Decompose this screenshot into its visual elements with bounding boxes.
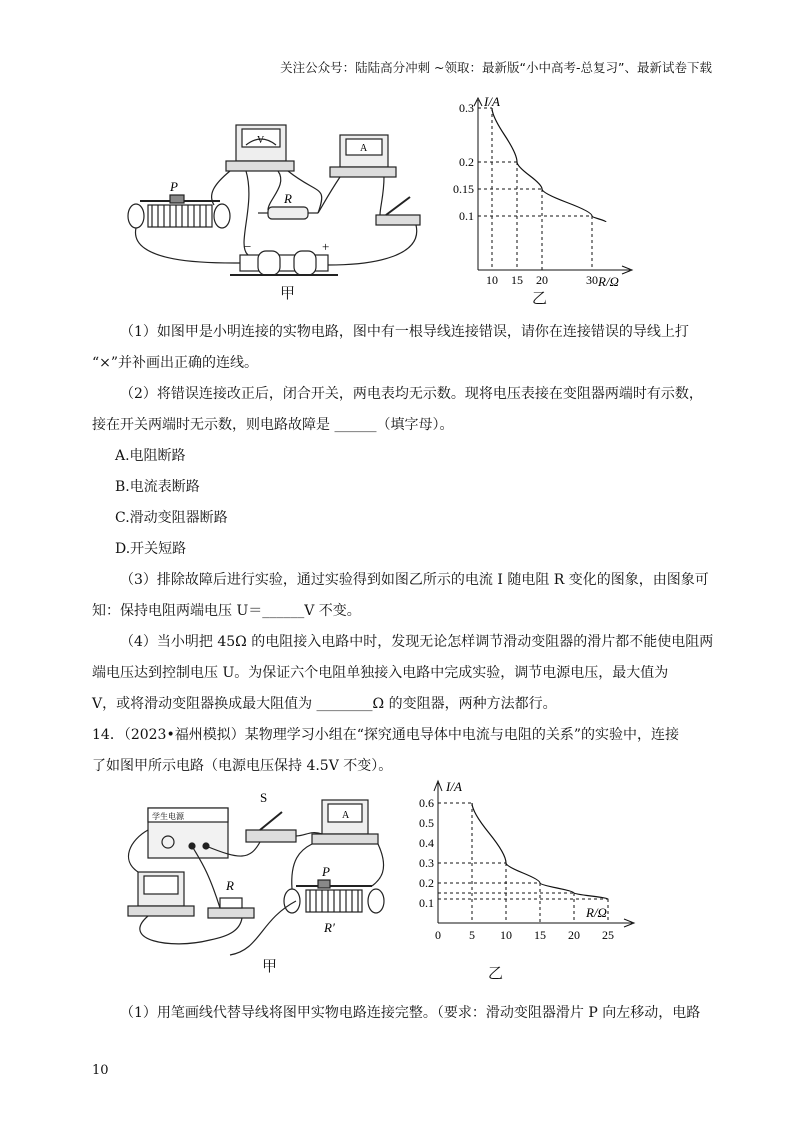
circuit-diagram-2 xyxy=(110,790,410,960)
chart2-y-tick: 0.1 xyxy=(419,896,434,910)
q13-option-b: B.电流表断路 xyxy=(115,479,200,495)
label-plus: + xyxy=(322,239,330,254)
q13-line-3: （2）将错误连接改正后，闭合开关，两电表均无示数。现将电压表接在变阻器两端时有示数， xyxy=(120,386,703,402)
q13-line-5: （3）排除故障后进行实验，通过实验得到如图乙所示的电流 I 随电阻 R 变化的图象，由图象可 xyxy=(120,572,709,588)
page-number: 10 xyxy=(92,1063,109,1078)
chart2-y-tick: 0.5 xyxy=(419,816,434,830)
q13-line-6: 知：保持电阻两端电压 U＝______V 不变。 xyxy=(92,603,361,619)
chart2-y-tick: 0.4 xyxy=(419,836,434,850)
chart2-x-tick: 15 xyxy=(534,928,546,942)
fig1-caption-right: 乙 xyxy=(532,289,548,307)
page-header: 关注公众号：陆陆高分冲刺 ~领取：最新版“小中高考-总复习”、最新试卷下载 xyxy=(280,60,712,75)
q13-line-4: 接在开关两端时无示数，则电路故障是 ______（填字母）。 xyxy=(92,417,454,433)
chart2-x-tick: 20 xyxy=(568,928,580,942)
chart2-x-tick: 0 xyxy=(435,928,441,942)
q14-line-3: （1）用笔画线代替导线将图甲实物电路连接完整。（要求：滑动变阻器滑片 P 向左移动，电路 xyxy=(120,1005,701,1021)
label-S: S xyxy=(260,790,268,805)
chart1-y-tick: 0.2 xyxy=(459,155,474,169)
chart2-x-tick: 10 xyxy=(500,928,512,942)
chart2-ylabel: I/A xyxy=(446,779,462,794)
label-P2: P xyxy=(322,864,330,879)
chart2-y-tick: 0.3 xyxy=(419,856,434,870)
q13-option-d: D.开关短路 xyxy=(115,541,187,557)
fig2-caption-right: 乙 xyxy=(488,964,504,982)
label-R: R xyxy=(284,191,292,206)
label-Rprime: R′ xyxy=(324,920,335,935)
q13-line-9: V，或将滑动变阻器换成最大阻值为 ________Ω 的变阻器，两种方法都行。 xyxy=(92,696,557,712)
label-P: P xyxy=(170,179,178,194)
chart1-x-tick: 30 xyxy=(586,273,598,287)
chart1-x-tick: 10 xyxy=(486,273,498,287)
chart1-ylabel: I/A xyxy=(484,94,500,109)
q13-line-8: 端电压达到控制电压 U。为保证六个电阻单独接入电路中完成实验，调节电源电压，最大值为 xyxy=(92,665,669,681)
q13-option-a: A.电阻断路 xyxy=(115,448,186,464)
label-V: V xyxy=(257,135,265,146)
chart1-x-tick: 20 xyxy=(536,273,548,287)
chart2-x-tick: 25 xyxy=(602,928,614,942)
q13-line-1: （1）如图甲是小明连接的实物电路，图中有一根导线连接错误，请你在连接错误的导线上打 xyxy=(120,324,689,340)
q13-option-c: C.滑动变阻器断路 xyxy=(115,510,228,526)
q13-line-7: （4）当小明把 45Ω 的电阻接入电路中时，发现无论怎样调节滑动变阻器的滑片都不能使电阻两 xyxy=(120,634,714,650)
chart2-xlabel: R/Ω xyxy=(586,905,607,920)
chart1-xlabel: R/Ω xyxy=(598,274,619,289)
label-supply: 学生电源 xyxy=(152,812,184,821)
chart-2 xyxy=(410,775,640,955)
label-minus: − xyxy=(244,239,252,254)
chart1-curve xyxy=(492,108,606,222)
chart1-y-tick: 0.15 xyxy=(453,182,474,196)
chart1-x-tick: 15 xyxy=(511,273,523,287)
circuit-diagram-1 xyxy=(118,115,438,285)
chart-1 xyxy=(440,90,640,290)
chart1-y-tick: 0.3 xyxy=(459,101,474,115)
chart2-y-tick: 0.6 xyxy=(419,796,434,810)
fig2-caption-left: 甲 xyxy=(262,957,278,975)
q13-line-2: “×”并补画出正确的连线。 xyxy=(92,355,259,371)
label-A2: A xyxy=(342,810,350,821)
fig1-caption-left: 甲 xyxy=(280,284,296,302)
chart1-y-tick: 0.1 xyxy=(459,209,474,223)
label-A: A xyxy=(360,143,368,154)
chart2-y-tick: 0.2 xyxy=(419,876,434,890)
q14-line-1: 14．（2023•福州模拟）某物理学习小组在“探究通电导体中电流与电阻的关系”的实验中，连接 xyxy=(92,727,680,743)
q14-line-2: 了如图甲所示电路（电源电压保持 4.5V 不变）。 xyxy=(92,758,393,774)
label-R2: R xyxy=(226,878,234,893)
chart2-x-tick: 5 xyxy=(469,928,475,942)
